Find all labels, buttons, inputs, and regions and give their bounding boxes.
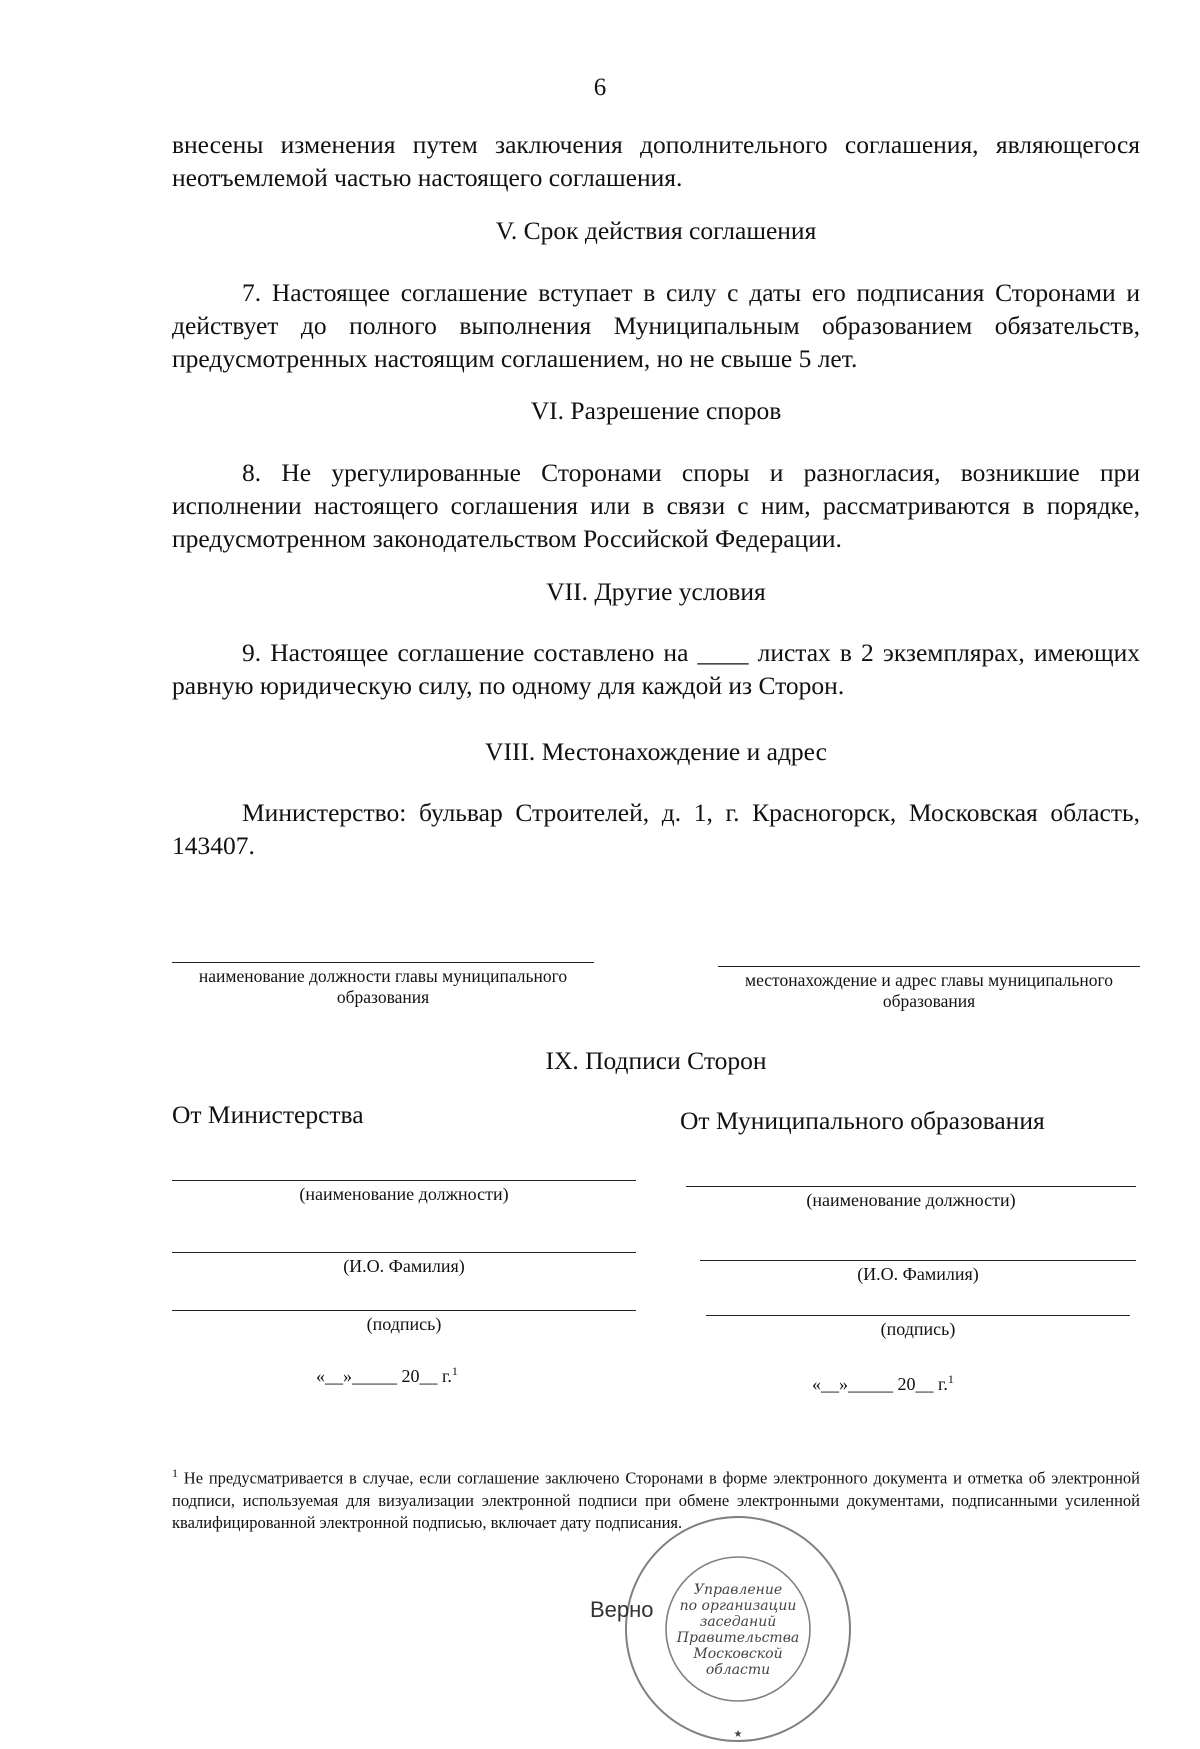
stamp-line: Правительства [676,1630,800,1646]
address-line-left [172,962,594,963]
section-7-text: 9. Настоящее соглашение составлено на ____ листах в 2 экземплярах, имеющих равную юридическую силу, по одному для каждой из Сторон. [172,638,1140,700]
date-year: 20__ г. [401,1366,452,1386]
left-position-line [172,1180,636,1181]
stamp-line: области [705,1662,771,1678]
stamp-line: по организации [679,1598,797,1614]
page-number: 6 [593,74,607,101]
left-sign-caption: (подпись) [366,1314,442,1334]
right-name-caption: (И.О. Фамилия) [857,1264,979,1284]
right-name-line [700,1260,1136,1261]
right-sign-caption: (подпись) [880,1319,956,1339]
svg-text:Управлениепо организациизаседа [676,1582,799,1678]
date-year: 20__ г. [897,1374,948,1394]
date-blank: _____ [848,1374,893,1394]
left-name-caption: (И.О. Фамилия) [343,1256,465,1276]
svg-text:★: ★ [733,1729,743,1740]
stamp-line: Московской [693,1646,783,1662]
section-9-title: IX. Подписи Сторон [545,1046,767,1075]
right-sign-line [706,1315,1130,1316]
footnote-mark: 1 [172,1466,178,1480]
address-line-right [718,966,1140,967]
signature-right-heading: От Муниципального образования [680,1106,1045,1135]
intro-paragraph: внесены изменения путем заключения дополнительного соглашения, являющегося неотъемлемой частью настоящего соглашения. [172,130,1140,192]
right-position-line [686,1186,1136,1187]
stamp-line: заседаний [699,1614,777,1630]
left-date-line [316,1364,458,1387]
right-date-line [812,1372,954,1395]
date-footnote-mark: 1 [451,1364,458,1378]
signature-left-heading: От Министерства [172,1100,364,1129]
section-7-title: VII. Другие условия [546,577,766,606]
footnote-text: Не предусматривается в случае, если соглашение заключено Сторонами в форме электронного документа и отметка об электронной подписи, используемая для визуализации электронной подписи при обмене электронными документами, подписанными усиленной квалифицированной электронной подписью, включает дату подписания. [172,1468,1141,1532]
date-open: «__» [812,1374,848,1394]
section-8-text: Министерство: бульвар Строителей, д. 1, г. Красногорск, Московская область, 143407. [172,798,1140,860]
section-5-title: V. Срок действия соглашения [495,216,817,245]
left-sign-line [172,1310,636,1311]
section-6-text: 8. Не урегулированные Сторонами споры и разногласия, возникшие при исполнении настоящего соглашения или в связи с ним, рассматриваются в порядке, предусмотренном законодательством Российской Федерации. [172,458,1140,553]
section-5-text: 7. Настоящее соглашение вступает в силу с даты его подписания Сторонами и действует до полного выполнения Муниципальным образованием обязательств, предусмотренных настоящим соглашением, но не свыше 5 лет. [172,278,1140,373]
left-position-caption: (наименование должности) [299,1184,509,1204]
left-name-line [172,1252,636,1253]
date-footnote-mark: 1 [947,1372,954,1386]
right-position-caption: (наименование должности) [806,1190,1016,1210]
section-8-title: VIII. Местонахождение и адрес [485,737,827,766]
official-stamp [618,1509,858,1749]
date-blank: _____ [352,1366,397,1386]
verno-mark: Верно [590,1597,654,1622]
section-6-title: VI. Разрешение споров [530,396,782,425]
address-caption-right: местонахождение и адрес главы муниципального образования [745,970,1113,1011]
date-open: «__» [316,1366,352,1386]
address-caption-left: наименование должности главы муниципального образования [198,966,568,1007]
stamp-line: Управление [693,1582,783,1598]
